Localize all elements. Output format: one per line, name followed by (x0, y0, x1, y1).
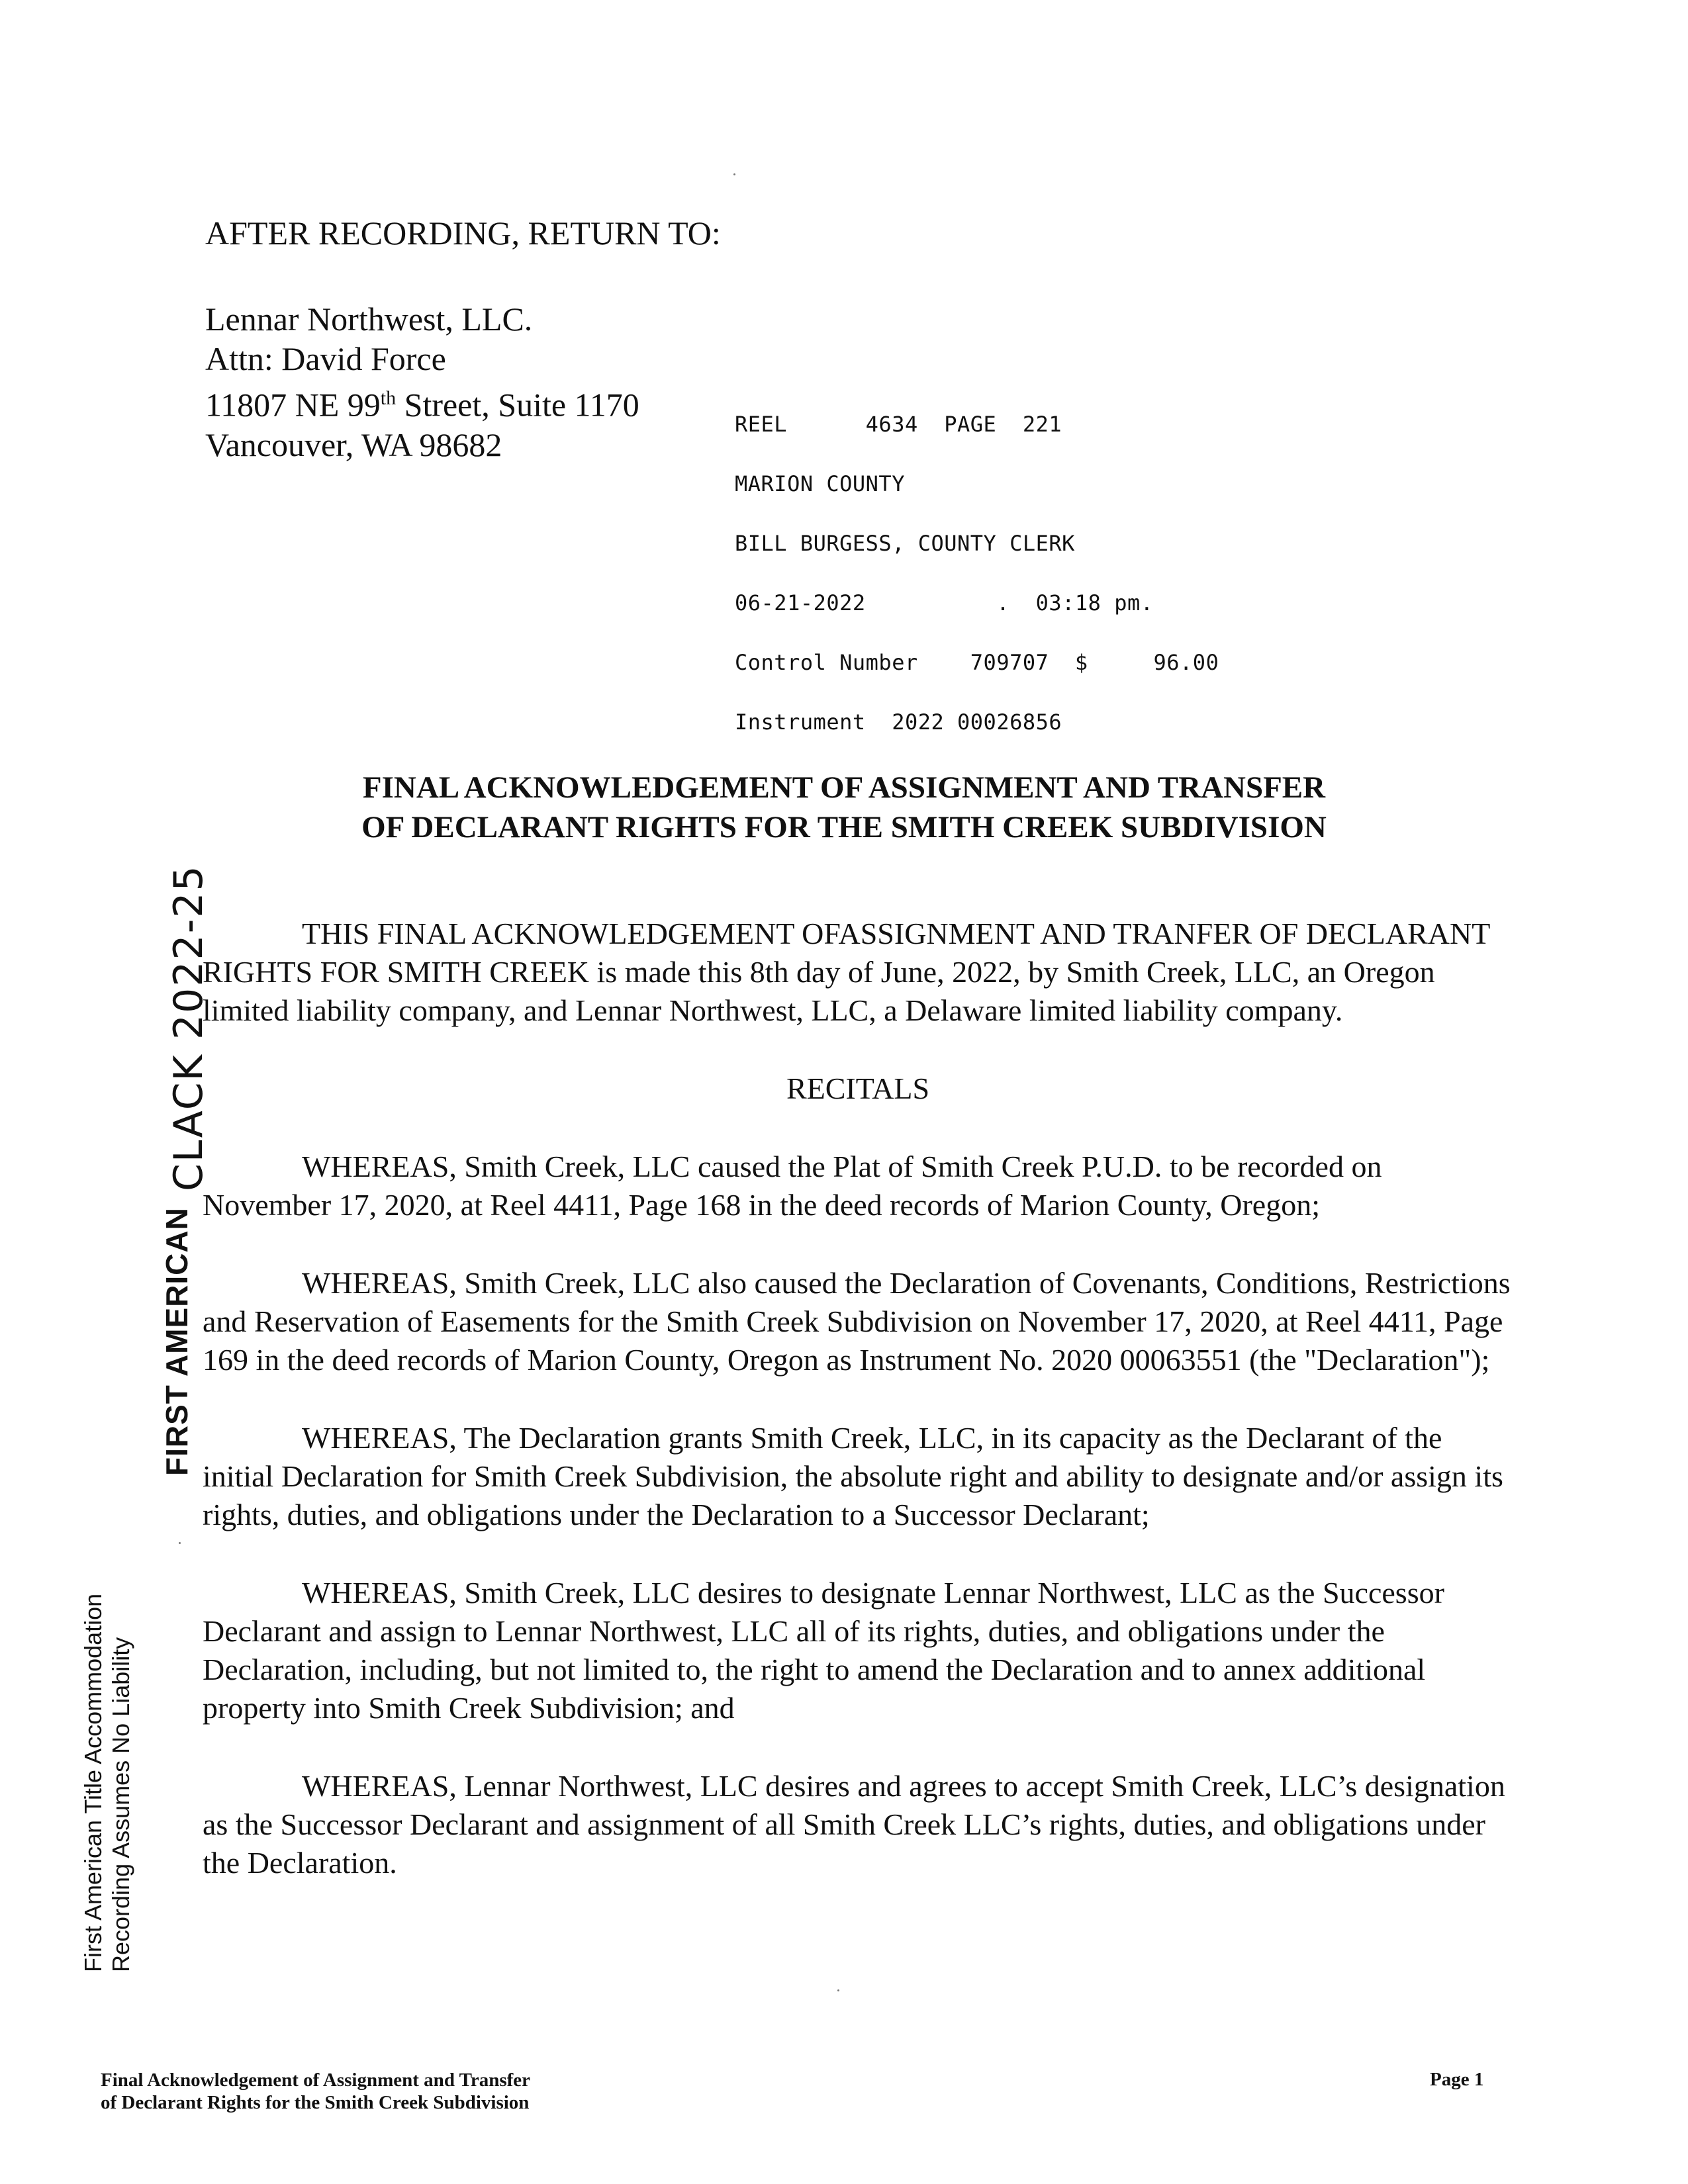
accommodation-line-1: First American Title Accommodation (79, 1593, 107, 1972)
footer-line-1: Final Acknowledgement of Assignment and Transfer (101, 2070, 531, 2091)
scan-speck (733, 173, 735, 175)
whereas-paragraph-5: WHEREAS, Lennar Northwest, LLC desires and agrees to accept Smith Creek, LLC’s designation as the Successor Declarant and assignment of all Smith Creek LLC’s rights, duties, and obligations under the Declaration. (203, 1769, 1505, 1880)
document-title (0, 768, 1688, 847)
handwritten-file-number: CLACK 2022-25 (165, 864, 212, 1191)
recording-stamp (735, 375, 1219, 752)
footer-page-number: Page 1 (1430, 2069, 1484, 2090)
accommodation-line-2: Recording Assumes No Liability (107, 1637, 134, 1972)
footer-line-2: of Declarant Rights for the Smith Creek Subdivision (101, 2092, 530, 2113)
stamp-datetime: 06-21-2022 . 03:18 pm. (735, 590, 1154, 615)
stamp-reel-page: REEL 4634 PAGE 221 (735, 412, 1062, 437)
recitals-heading: RECITALS (786, 1071, 930, 1105)
intro-paragraph: THIS FINAL ACKNOWLEDGEMENT OFASSIGNMENT AND TRANFER OF DECLARANT RIGHTS FOR SMITH CREEK is made this 8th day of June, 2022, by Smith Creek, LLC, an Oregon limited liability company, and Lennar Northwest, LLC, a Delaware limited liability company. (203, 917, 1490, 1027)
stamp-clerk: BILL BURGESS, COUNTY CLERK (735, 531, 1075, 556)
scan-speck (837, 1989, 839, 1991)
accommodation-stamp (79, 1594, 135, 1972)
footer-document-name (101, 2069, 530, 2114)
title-line-2: OF DECLARANT RIGHTS FOR THE SMITH CREEK SUBDIVISION (361, 810, 1327, 844)
return-city: Vancouver, WA 98682 (205, 426, 502, 463)
whereas-paragraph-2: WHEREAS, Smith Creek, LLC also caused the Declaration of Covenants, Conditions, Restrictions and Reservation of Easements for the Smith Creek Subdivision on November 17, 2020, at Reel 4411, Page 169 in the deed records of Marion County, Oregon as Instrument No. 2020 00063551 (the "Declaration"); (203, 1266, 1511, 1377)
stamp-control-number: Control Number 709707 $ 96.00 (735, 650, 1219, 675)
whereas-paragraph-4: WHEREAS, Smith Creek, LLC desires to designate Lennar Northwest, LLC as the Successor Declarant and assign to Lennar Northwest, LLC all of its rights, duties, and obligations under the Declaration, including, but not limited to, the right to amend the Declaration and to annex additional property into Smith Creek Subdivision; and (203, 1576, 1444, 1725)
street-suffix: Street, Suite 1170 (396, 386, 639, 424)
return-heading: AFTER RECORDING, RETURN TO: (205, 214, 721, 251)
document-body (203, 915, 1513, 1922)
scan-speck (179, 1542, 181, 1544)
whereas-paragraph-1: WHEREAS, Smith Creek, LLC caused the Plat of Smith Creek P.U.D. to be recorded on November 17, 2020, at Reel 4411, Page 168 in the deed records of Marion County, Oregon; (203, 1150, 1382, 1222)
title-line-1: FINAL ACKNOWLEDGEMENT OF ASSIGNMENT AND TRANSFER (362, 770, 1326, 805)
whereas-paragraph-3: WHEREAS, The Declaration grants Smith Creek, LLC, in its capacity as the Declarant of the initial Declaration for Smith Creek Subdivision, the absolute right and ability to designate and/or assign its rights, duties, and obligations under the Declaration to a Successor Declarant; (203, 1421, 1503, 1531)
first-american-stamp: FIRST AMERICAN (160, 1207, 194, 1476)
return-attn: Attn: David Force (205, 340, 446, 377)
return-street (205, 379, 721, 425)
street-ordinal-suffix: th (380, 387, 397, 409)
return-company: Lennar Northwest, LLC. (205, 300, 533, 338)
return-address-block (205, 213, 721, 465)
stamp-county: MARION COUNTY (735, 471, 905, 496)
street-prefix: 11807 NE 99 (205, 386, 381, 424)
stamp-instrument: Instrument 2022 00026856 (735, 709, 1062, 735)
